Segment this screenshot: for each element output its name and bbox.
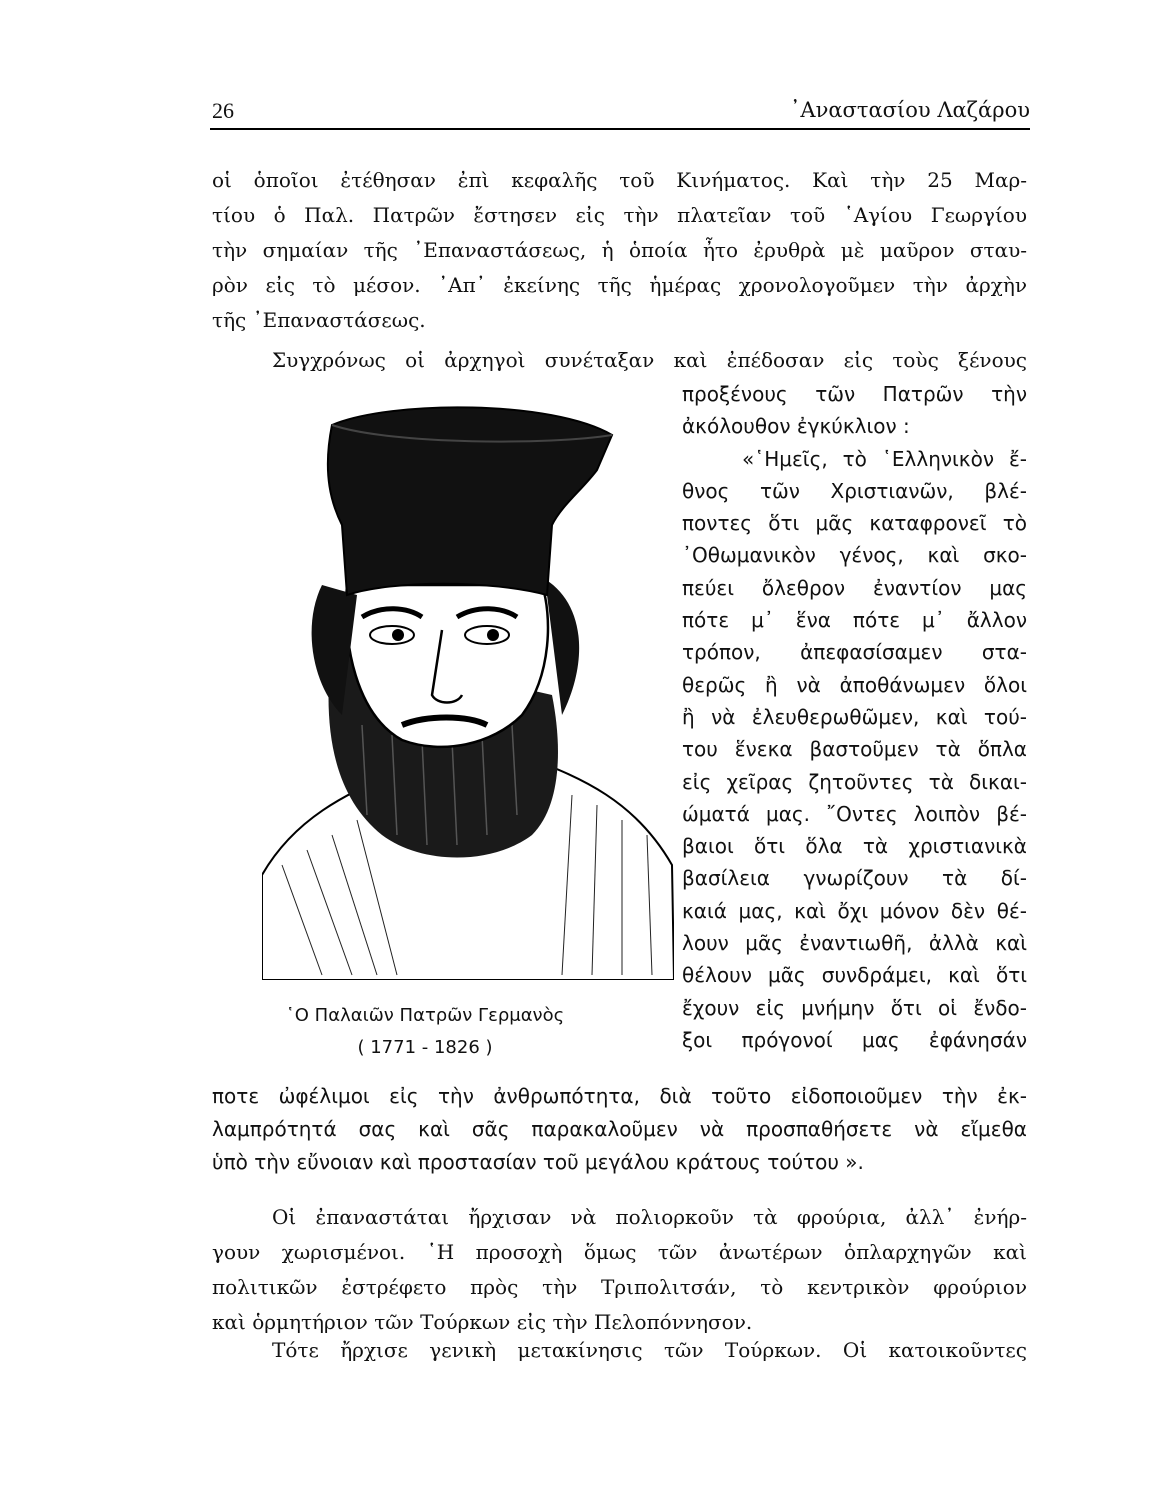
text-line: βαιοι ὅτι ὅλα τὰ χριστιανικὰ	[682, 834, 1027, 859]
portrait-caption	[250, 1000, 600, 1064]
text-line: ρὸν εἰς τὸ μέσον. ᾿Απ᾿ ἐκείνης τῆς ἡμέρας χρονολογοῦμεν τὴν ἀρχὴν	[212, 273, 1027, 297]
paragraph-2	[212, 343, 1027, 378]
text-line: τίου ὁ Παλ. Πατρῶν ἔστησεν εἰς τὴν πλατεῖαν τοῦ ῾Αγίου Γεωργίου	[212, 203, 1027, 227]
text-line: του ἕνεκα βαστοῦμεν τὰ ὅπλα	[682, 737, 1027, 762]
paragraph-2-continuation	[212, 1080, 1027, 1179]
text-line: ποτε ὠφέλιμοι εἰς τὴν ἀνθρωπότητα, διὰ τοῦτο εἰδοποιοῦμεν τὴν ἐκ-	[212, 1084, 1027, 1108]
page-number: 26	[212, 98, 234, 123]
text-line: τρόπον, ἀπεφασίσαμεν στα-	[682, 640, 1027, 665]
text-line: ποντες ὅτι μᾶς καταφρονεῖ τὸ	[682, 511, 1027, 536]
text-line: εἰς χεῖρας ζητοῦντες τὰ δικαι-	[682, 769, 1027, 794]
text-line: ξοι πρόγονοί μας ἐφάνησάν	[682, 1027, 1027, 1052]
text-line: ἔχουν εἰς μνήμην ὅτι οἱ ἔνδο-	[682, 995, 1027, 1020]
text-line: Οἱ ἐπαναστάται ἤρχισαν νὰ πολιορκοῦν τὰ φρούρια, ἀλλ᾿ ἐνήρ-	[272, 1205, 1027, 1229]
text-line: ώματά μας. ῎Οντες λοιπὸν βέ-	[682, 801, 1027, 826]
text-line: τὴν σημαίαν τῆς ᾿Επαναστάσεως, ἡ ὁποία ἦτο ἐρυθρὰ μὲ μαῦρον σταυ-	[212, 238, 1027, 262]
text-line: τῆς ᾿Επαναστάσεως.	[212, 308, 426, 332]
portrait-engraving	[262, 395, 674, 980]
text-line: «῾Ημεῖς, τὸ ῾Ελληνικὸν ἔ-	[742, 446, 1027, 471]
circular-text-column	[682, 378, 1027, 1056]
text-line: ὑπὸ τὴν εὔνοιαν καὶ προστασίαν τοῦ μεγάλου κράτους τούτου ».	[212, 1150, 864, 1174]
text-line: οἱ ὁποῖοι ἐτέθησαν ἐπὶ κεφαλῆς τοῦ Κινήματος. Καὶ τὴν 25 Μαρ-	[212, 168, 1027, 192]
text-line: πολιτικῶν ἐστρέφετο πρὸς τὴν Τριπολιτσάν, τὸ κεντρικὸν φρούριον	[212, 1275, 1027, 1299]
caption-name: ῾Ο Παλαιῶν Πατρῶν Γερμανὸς	[285, 1005, 565, 1026]
header-rule	[210, 128, 1030, 130]
caption-years: ( 1771 - 1826 )	[357, 1037, 493, 1058]
text-line: θνος τῶν Χριστιανῶν, βλέ-	[682, 478, 1027, 503]
text-line: καιά μας, καὶ ὄχι μόνον δὲν θέ-	[682, 898, 1027, 923]
paragraph-1	[212, 163, 1027, 338]
text-line: ἀκόλουθον ἐγκύκλιον :	[682, 414, 910, 439]
text-line: Τότε ἤρχισε γενικὴ μετακίνησις τῶν Τούρκων. Οἱ κατοικοῦντες	[272, 1338, 1027, 1362]
text-line: προξένους τῶν Πατρῶν τὴν	[682, 382, 1027, 406]
text-line: βασίλεια γνωρίζουν τὰ δί-	[682, 866, 1027, 891]
text-line: θέλουν μᾶς συνδράμει, καὶ ὅτι	[682, 963, 1027, 988]
text-line: λουν μᾶς ἐναντιωθῆ, ἀλλὰ καὶ	[682, 931, 1027, 956]
text-line: πότε μ᾿ ἕνα πότε μ᾿ ἄλλον	[682, 608, 1027, 633]
paragraph-4	[212, 1333, 1027, 1368]
text-line: ἢ νὰ ἐλευθερωθῶμεν, καὶ τού-	[682, 704, 1027, 729]
text-line: καὶ ὁρμητήριον τῶν Τούρκων εἰς τὴν Πελοπόννησον.	[212, 1310, 753, 1334]
paragraph-3	[212, 1200, 1027, 1340]
text-line: γουν χωρισμένοι. ῾Η προσοχὴ ὅμως τῶν ἀνωτέρων ὁπλαρχηγῶν καὶ	[212, 1240, 1027, 1264]
text-line: ᾿Οθωμανικὸν γένος, καὶ σκο-	[682, 543, 1027, 568]
text-line: Συγχρόνως οἱ ἀρχηγοὶ συνέταξαν καὶ ἐπέδοσαν εἰς τοὺς ξένους	[272, 348, 1027, 372]
text-line: λαμπρότητά σας καὶ σᾶς παρακαλοῦμεν νὰ προσπαθήσετε νὰ εἴμεθα	[212, 1117, 1027, 1141]
text-line: πεύει ὄλεθρον ἐναντίον μας	[682, 575, 1027, 600]
text-line: θερῶς ἢ νὰ ἀποθάνωμεν ὅλοι	[682, 672, 1027, 697]
running-head: ᾿Αναστασίου Λαζάρου	[789, 98, 1030, 122]
